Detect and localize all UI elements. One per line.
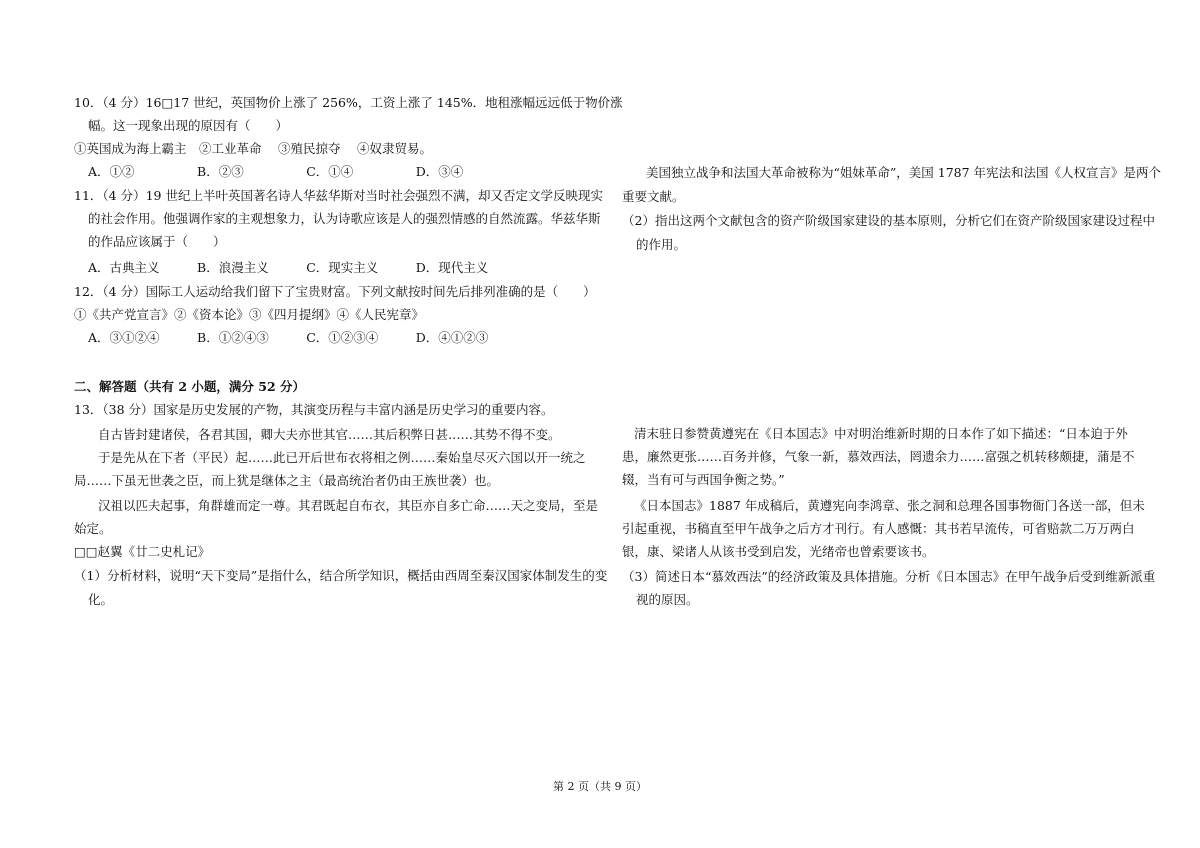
q11-stem: 11．（4 分）19 世纪上半叶英国著名诗人华兹华斯对当时社会强烈不满，却又否定文学反映现实 xyxy=(74,188,603,203)
q10-options: A．①② B．②③ C．①④ D．③④ xyxy=(88,164,464,179)
q13-quote2-cont: 局……下虽无世袭之臣，而上犹是继体之主（最高统治者仍由王族世袭）也。 xyxy=(74,473,500,488)
q11-stem-cont2: 的作品应该属于（ ） xyxy=(88,234,226,249)
q13-quote3: 汉祖以匹夫起事，角群雄而定一尊。其君既起自布衣，其臣亦自多亡命……天之变局，至是 xyxy=(98,498,599,513)
q13-sub1: （1）分析材料，说明“天下变局”是指什么，结合所学知识，概括由西周至秦汉国家体制发生的变 xyxy=(74,568,608,583)
q10-items: ①英国成为海上霸主 ②工业革命 ③殖民掠夺 ④奴隶贸易。 xyxy=(74,141,432,156)
q10-stem: 10．（4 分）16□17 世纪，英国物价上涨了 256%，工资上涨了 145%．地租涨幅远远低于物价涨 xyxy=(74,95,623,110)
material-p3-cont: 引起重视，书稿直至甲午战争之后方才刊行。有人感慨：其书若早流传，可省赔款二万万两白 xyxy=(622,521,1135,536)
q10-stem-cont: 幅。这一现象出现的原因有（ ） xyxy=(88,118,289,133)
q12-stem: 12．（4 分）国际工人运动给我们留下了宝贵财富。下列文献按时间先后排列准确的是（ ） xyxy=(74,284,596,299)
q13-quote3-cont: 始定。 xyxy=(74,521,112,536)
q13-sub2-cont: 的作用。 xyxy=(636,237,687,252)
q13-sub3: （3）简述日本“慕效西法”的经济政策及具体措施。分析《日本国志》在甲午战争后受到维新派重 xyxy=(622,569,1156,584)
q13-stem: 13．（38 分）国家是历史发展的产物，其演变历程与丰富内涵是历史学习的重要内容。 xyxy=(74,402,554,417)
material-p1-cont: 重要文献。 xyxy=(622,189,685,204)
material-p3-cont2: 银，康、梁诸人从该书受到启发，光绪帝也曾索要该书。 xyxy=(622,544,935,559)
q13-source: □□赵翼《廿二史札记》 xyxy=(74,544,211,559)
material-p1: 美国独立战争和法国大革命被称为“姐妹革命”，美国 1787 年宪法和法国《人权宣言》是两个 xyxy=(646,165,1162,180)
material-p2: 清末驻日参赞黄遵宪在《日本国志》中对明治维新时期的日本作了如下描述：“日本迫于外 xyxy=(634,426,1128,441)
section-heading: 二、解答题（共有 2 小题，满分 52 分） xyxy=(74,379,306,394)
material-p2-cont2: 辍，当有可与西国争衡之势。” xyxy=(622,472,785,487)
q11-stem-cont: 的社会作用。他强调作家的主观想象力，认为诗歌应该是人的强烈情感的自然流露。华兹华斯 xyxy=(88,211,601,226)
q12-options: A．③①②④ B．①②④③ C．①②③④ D．④①②③ xyxy=(88,330,489,345)
material-p2-cont: 患，廉然更张……百务并修，气象一新，慕效西法，罔遗余力……富强之机转移颇捷，蒲是不 xyxy=(622,449,1135,464)
material-p3: 《日本国志》1887 年成稿后，黄遵宪向李鸿章、张之洞和总理各国事物衙门各送一部，但未 xyxy=(634,498,1145,513)
q11-options: A．古典主义 B．浪漫主义 C．现实主义 D．现代主义 xyxy=(88,260,489,275)
q13-sub2: （2）指出这两个文献包含的资产阶级国家建设的基本原则，分析它们在资产阶级国家建设过程中 xyxy=(622,213,1155,228)
q13-quote2: 于是先从在下者（平民）起……此已开后世布衣将相之例……秦始皇尽灭六国以开一统之 xyxy=(98,450,586,465)
q12-items: ①《共产党宣言》②《资本论》③《四月提纲》④《人民宪章》 xyxy=(74,307,425,322)
q13-sub1-cont: 化。 xyxy=(88,592,114,607)
page-number: 第 2 页（共 9 页） xyxy=(553,780,647,793)
q13-sub3-cont: 视的原因。 xyxy=(636,592,699,607)
q13-quote1: 自古皆封建诸侯，各君其国，卿大夫亦世其官……其后积弊日甚……其势不得不变。 xyxy=(98,427,561,442)
